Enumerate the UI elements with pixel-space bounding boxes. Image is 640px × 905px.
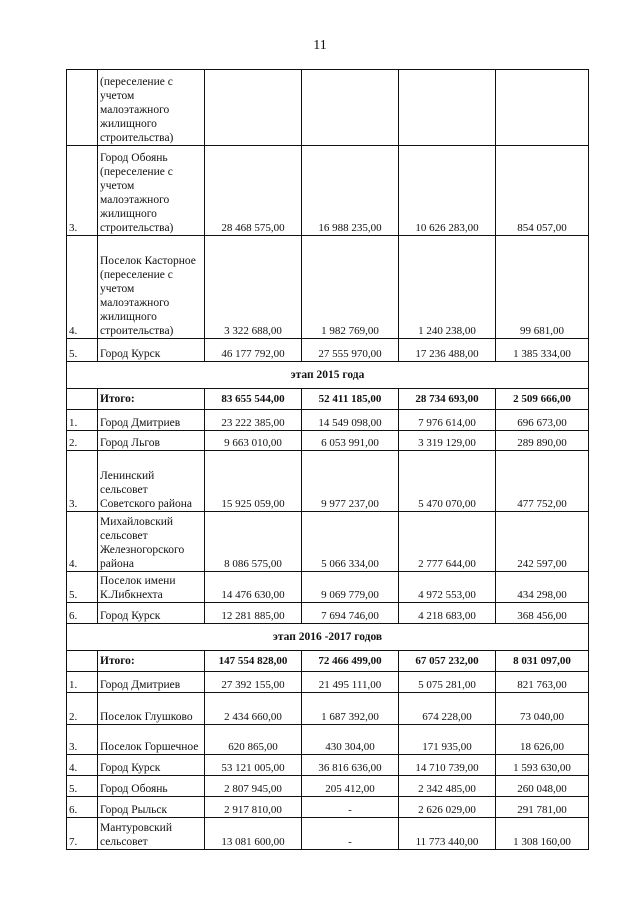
total-local-budget-cell: 2 509 666,00 xyxy=(496,389,589,410)
stage-header-row xyxy=(67,624,589,651)
total-label: Итого: xyxy=(98,651,205,672)
table-row xyxy=(67,797,589,818)
settlement-name-cell: Город Дмитриев xyxy=(98,672,205,693)
local-budget-cell: 289 890,00 xyxy=(496,431,589,451)
fund-share-cell: 430 304,00 xyxy=(302,725,399,755)
regional-budget-cell: 1 240 238,00 xyxy=(399,236,496,339)
regional-budget-cell: 5 075 281,00 xyxy=(399,672,496,693)
table-row xyxy=(67,70,589,146)
settlement-name-cell: (переселение с учетом малоэтажного жилищного строительства) xyxy=(98,70,205,146)
row-number-cell: 1. xyxy=(67,410,98,431)
page-number: 11 xyxy=(313,38,327,53)
row-number-cell: 3. xyxy=(67,451,98,512)
table-row xyxy=(67,410,589,431)
total-local-budget-cell: 8 031 097,00 xyxy=(496,651,589,672)
total-cost-cell xyxy=(205,70,302,146)
fund-share-cell: 9 977 237,00 xyxy=(302,451,399,512)
fund-share-cell: 16 988 235,00 xyxy=(302,146,399,236)
row-number-cell: 2. xyxy=(67,431,98,451)
fund-share-cell: 36 816 636,00 xyxy=(302,755,399,776)
regional-budget-cell: 17 236 488,00 xyxy=(399,339,496,362)
row-number-cell: 5. xyxy=(67,776,98,797)
row-number-cell: 6. xyxy=(67,603,98,624)
fund-share-cell: - xyxy=(302,797,399,818)
regional-budget-cell: 3 319 129,00 xyxy=(399,431,496,451)
fund-share-cell: 205 412,00 xyxy=(302,776,399,797)
settlement-name-cell: Поселок имени К.Либкнехта xyxy=(98,572,205,603)
table-row xyxy=(67,146,589,236)
regional-budget-cell: 4 218 683,00 xyxy=(399,603,496,624)
regional-budget-cell: 4 972 553,00 xyxy=(399,572,496,603)
total-regional-budget-cell: 67 057 232,00 xyxy=(399,651,496,672)
fund-share-cell: 21 495 111,00 xyxy=(302,672,399,693)
fund-share-cell: 7 694 746,00 xyxy=(302,603,399,624)
row-number-cell: 3. xyxy=(67,146,98,236)
total-fund-share-cell: 72 466 499,00 xyxy=(302,651,399,672)
settlement-name-cell: Город Рыльск xyxy=(98,797,205,818)
fund-share-cell: - xyxy=(302,818,399,850)
fund-share-cell xyxy=(302,70,399,146)
local-budget-cell: 242 597,00 xyxy=(496,512,589,572)
row-number-cell: 2. xyxy=(67,693,98,725)
table-row xyxy=(67,236,589,339)
total-cost-cell: 8 086 575,00 xyxy=(205,512,302,572)
regional-budget-cell: 2 626 029,00 xyxy=(399,797,496,818)
table-row xyxy=(67,776,589,797)
total-fund-share-cell: 52 411 185,00 xyxy=(302,389,399,410)
local-budget-cell: 260 048,00 xyxy=(496,776,589,797)
total-cost-cell: 15 925 059,00 xyxy=(205,451,302,512)
local-budget-cell: 1 308 160,00 xyxy=(496,818,589,850)
fund-share-cell: 5 066 334,00 xyxy=(302,512,399,572)
settlement-name-cell: Мантуровский сельсовет xyxy=(98,818,205,850)
stage-header-row xyxy=(67,362,589,389)
table-row xyxy=(67,431,589,451)
settlement-name-cell: Михайловский сельсовет Железногорского района xyxy=(98,512,205,572)
table-row xyxy=(67,339,589,362)
fund-share-cell: 9 069 779,00 xyxy=(302,572,399,603)
local-budget-cell: 73 040,00 xyxy=(496,693,589,725)
row-number-cell: 4. xyxy=(67,236,98,339)
local-budget-cell: 1 385 334,00 xyxy=(496,339,589,362)
stage-title: этап 2015 года xyxy=(67,362,589,389)
fund-share-cell: 14 549 098,00 xyxy=(302,410,399,431)
local-budget-cell: 434 298,00 xyxy=(496,572,589,603)
settlement-name-cell: Ленинский сельсовет Советского района xyxy=(98,451,205,512)
regional-budget-cell: 5 470 070,00 xyxy=(399,451,496,512)
settlement-name-cell: Город Обоянь xyxy=(98,776,205,797)
settlement-name-cell: Город Дмитриев xyxy=(98,410,205,431)
table-row xyxy=(67,572,589,603)
regional-budget-cell: 171 935,00 xyxy=(399,725,496,755)
total-cost-cell: 12 281 885,00 xyxy=(205,603,302,624)
regional-budget-cell: 2 342 485,00 xyxy=(399,776,496,797)
total-cost-cell: 28 468 575,00 xyxy=(205,146,302,236)
row-number-cell: 6. xyxy=(67,797,98,818)
local-budget-cell: 477 752,00 xyxy=(496,451,589,512)
local-budget-cell: 1 593 630,00 xyxy=(496,755,589,776)
table-row xyxy=(67,451,589,512)
regional-budget-cell: 7 976 614,00 xyxy=(399,410,496,431)
total-label: Итого: xyxy=(98,389,205,410)
regional-budget-cell: 14 710 739,00 xyxy=(399,755,496,776)
fund-share-cell: 1 982 769,00 xyxy=(302,236,399,339)
total-cost-cell: 9 663 010,00 xyxy=(205,431,302,451)
resettlement-funding-table xyxy=(66,69,589,850)
total-cost-cell: 2 917 810,00 xyxy=(205,797,302,818)
table-row xyxy=(67,512,589,572)
settlement-name-cell: Город Льгов xyxy=(98,431,205,451)
total-cost-cell: 27 392 155,00 xyxy=(205,672,302,693)
total-row xyxy=(67,651,589,672)
stage-title: этап 2016 -2017 годов xyxy=(67,624,589,651)
row-number-cell xyxy=(67,651,98,672)
row-number-cell xyxy=(67,70,98,146)
total-cost-cell: 13 081 600,00 xyxy=(205,818,302,850)
row-number-cell: 7. xyxy=(67,818,98,850)
row-number-cell: 3. xyxy=(67,725,98,755)
total-cost-cell: 2 434 660,00 xyxy=(205,693,302,725)
table-row xyxy=(67,672,589,693)
regional-budget-cell xyxy=(399,70,496,146)
fund-share-cell: 1 687 392,00 xyxy=(302,693,399,725)
table-row xyxy=(67,755,589,776)
local-budget-cell: 99 681,00 xyxy=(496,236,589,339)
fund-share-cell: 27 555 970,00 xyxy=(302,339,399,362)
table-row xyxy=(67,818,589,850)
local-budget-cell: 291 781,00 xyxy=(496,797,589,818)
total-total-cost-cell: 83 655 544,00 xyxy=(205,389,302,410)
regional-budget-cell: 2 777 644,00 xyxy=(399,512,496,572)
settlement-name-cell: Город Курск xyxy=(98,339,205,362)
total-cost-cell: 53 121 005,00 xyxy=(205,755,302,776)
row-number-cell: 5. xyxy=(67,339,98,362)
settlement-name-cell: Поселок Касторное (переселение с учетом малоэтажного жилищного строительства) xyxy=(98,236,205,339)
settlement-name-cell: Поселок Горшечное xyxy=(98,725,205,755)
row-number-cell: 5. xyxy=(67,572,98,603)
total-row xyxy=(67,389,589,410)
table-row xyxy=(67,603,589,624)
regional-budget-cell: 10 626 283,00 xyxy=(399,146,496,236)
local-budget-cell: 696 673,00 xyxy=(496,410,589,431)
total-cost-cell: 3 322 688,00 xyxy=(205,236,302,339)
total-regional-budget-cell: 28 734 693,00 xyxy=(399,389,496,410)
total-cost-cell: 620 865,00 xyxy=(205,725,302,755)
settlement-name-cell: Поселок Глушково xyxy=(98,693,205,725)
settlement-name-cell: Город Курск xyxy=(98,603,205,624)
row-number-cell xyxy=(67,389,98,410)
table-row xyxy=(67,693,589,725)
local-budget-cell xyxy=(496,70,589,146)
total-cost-cell: 23 222 385,00 xyxy=(205,410,302,431)
local-budget-cell: 368 456,00 xyxy=(496,603,589,624)
total-cost-cell: 46 177 792,00 xyxy=(205,339,302,362)
row-number-cell: 1. xyxy=(67,672,98,693)
total-cost-cell: 14 476 630,00 xyxy=(205,572,302,603)
total-cost-cell: 2 807 945,00 xyxy=(205,776,302,797)
local-budget-cell: 821 763,00 xyxy=(496,672,589,693)
row-number-cell: 4. xyxy=(67,512,98,572)
settlement-name-cell: Город Обоянь (переселение с учетом малоэтажного жилищного строительства) xyxy=(98,146,205,236)
total-total-cost-cell: 147 554 828,00 xyxy=(205,651,302,672)
local-budget-cell: 854 057,00 xyxy=(496,146,589,236)
regional-budget-cell: 674 228,00 xyxy=(399,693,496,725)
fund-share-cell: 6 053 991,00 xyxy=(302,431,399,451)
table-row xyxy=(67,725,589,755)
row-number-cell: 4. xyxy=(67,755,98,776)
settlement-name-cell: Город Курск xyxy=(98,755,205,776)
local-budget-cell: 18 626,00 xyxy=(496,725,589,755)
regional-budget-cell: 11 773 440,00 xyxy=(399,818,496,850)
